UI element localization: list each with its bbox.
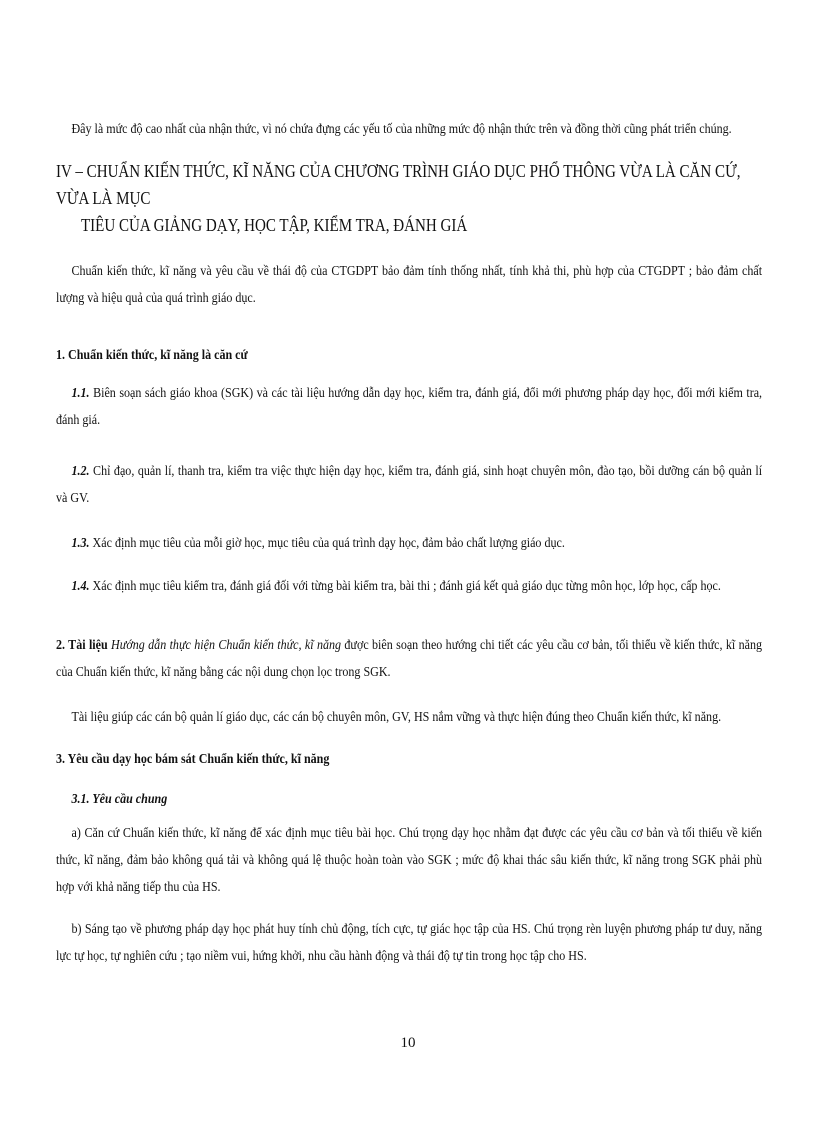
item-1-4-number: 1.4. [71,579,90,594]
section-3-title [56,746,762,773]
item-1-2-number: 1.2. [71,464,90,479]
intro-text: Đây là mức độ cao nhất của nhận thức, vì nó chứa đựng các yếu tố của những mức độ nhận thức trên và đồng thời cũng phát triển chúng. [71,122,732,137]
standard-paragraph [56,258,762,312]
section-3-title-text: 3. Yêu cầu dạy học bám sát Chuẩn kiến thức, kĩ năng [56,752,330,767]
paragraph-b-text: b) Sáng tạo về phương pháp dạy học phát huy tính chủ động, tích cực, tự giác học tập của HS. Chú trọng rèn luyện phương pháp tư duy, năng lực tự học, tự nghiên cứu ; tạo niềm vui, hứng khởi, nhu cầu hành động và thái độ tự tin trong học tập cho HS. [56,922,763,964]
section-2-lead: 2. Tài liệu [56,638,112,653]
section-2-document-title: Hướng dẫn thực hiện Chuẩn kiến thức, kĩ năng [111,638,342,653]
intro-paragraph [56,116,762,143]
item-1-2 [56,458,762,512]
standard-text: Chuẩn kiến thức, kĩ năng và yêu cầu về thái độ của CTGDPT bảo đảm tính thống nhất, tính khả thi, phù hợp của CTGDPT ; bảo đảm chất lượng và hiệu quả của quá trình giáo dục. [56,264,763,306]
paragraph-a-text: a) Căn cứ Chuẩn kiến thức, kĩ năng để xác định mục tiêu bài học. Chú trọng dạy học nhằm đạt được các yêu cầu cơ bản và tối thiểu về kiến thức, kĩ năng, đảm bảo không quá tải và không quá lệ thuộc hoàn toàn vào SGK ; mức độ khai thác sâu kiến thức, kĩ năng trong SGK phải phù hợp với khả năng tiếp thu của HS. [56,826,763,895]
paragraph-a [56,820,762,901]
item-1-3 [56,530,762,557]
item-1-2-text: Chỉ đạo, quản lí, thanh tra, kiểm tra việc thực hiện dạy học, kiểm tra, đánh giá, sinh hoạt chuyên môn, đào tạo, bồi dưỡng cán bộ quản lí và GV. [56,464,763,506]
page-number: 10 [400,1035,416,1051]
section-1-title-text: 1. Chuẩn kiến thức, kĩ năng là căn cứ [56,348,248,363]
section-2-second-paragraph [56,704,762,731]
heading-line-1: IV – CHUẨN KIẾN THỨC, KĨ NĂNG CỦA CHƯƠNG TRÌNH GIÁO DỤC PHỔ THÔNG VỪA LÀ CĂN CỨ, VỪA LÀ MỤC [56,161,741,208]
heading-line-2: TIÊU CỦA GIẢNG DẠY, HỌC TẬP, KIỂM TRA, ĐÁNH GIÁ [80,215,468,235]
paragraph-b [56,916,762,970]
section-heading [56,158,761,239]
section-2-second-text: Tài liệu giúp các cán bộ quản lí giáo dục, các cán bộ chuyên môn, GV, HS nắm vững và thực hiện đúng theo Chuẩn kiến thức, kĩ năng. [71,710,722,725]
section-2-text: được biên soạn theo hướng chi tiết các yêu cầu cơ bản, tối thiểu về kiến thức, kĩ năng của Chuẩn kiến thức, kĩ năng bằng các nội dung chọn lọc trong SGK. [56,638,763,680]
subsection-3-1-title [56,786,762,813]
item-1-3-text: Xác định mục tiêu của mỗi giờ học, mục tiêu của quá trình dạy học, đảm bảo chất lượng giáo dục. [89,536,565,551]
item-1-4 [56,573,762,600]
item-1-4-text: Xác định mục tiêu kiểm tra, đánh giá đối với từng bài kiểm tra, bài thi ; đánh giá kết quả giáo dục từng môn học, lớp học, cấp học. [89,579,721,594]
item-1-1-text: Biên soạn sách giáo khoa (SGK) và các tài liệu hướng dẫn dạy học, kiểm tra, đánh giá, đổi mới phương pháp dạy học, đổi mới kiểm tra, đánh giá. [56,386,763,428]
item-1-1-number: 1.1. [71,386,90,401]
section-2-paragraph [56,632,762,686]
subsection-3-1-title-text: 3.1. Yêu cầu chung [71,792,168,807]
item-1-1 [56,380,762,434]
item-1-3-number: 1.3. [71,536,90,551]
section-1-title [56,342,762,369]
